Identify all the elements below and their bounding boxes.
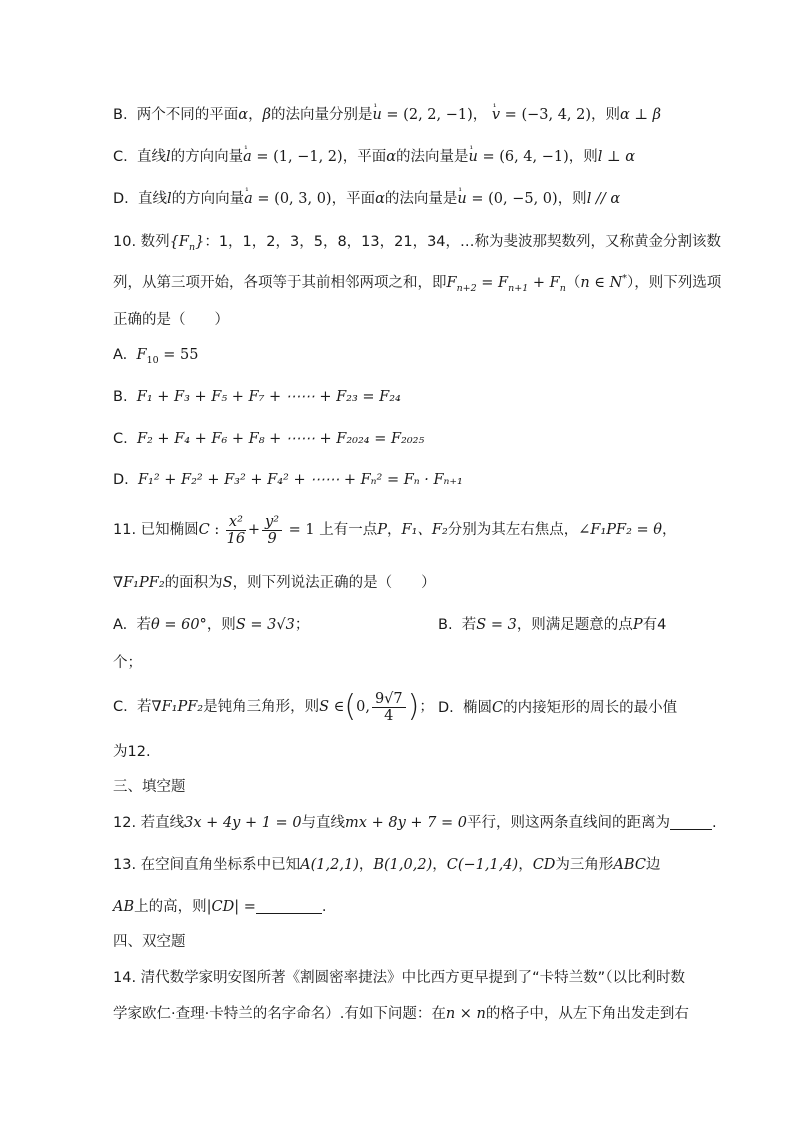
- section-heading-fill-in: 三、填空题: [113, 779, 186, 795]
- q10-stem-line3: 正确的是（ ）: [113, 312, 229, 328]
- fraction-x2-16: $\frac{\text{x²}}{16}$: [226, 513, 246, 547]
- answer-blank[interactable]: [670, 828, 712, 830]
- q9-option-d: D. 直线l的方向向量¹ a = (0, 3, 0)，平面α的法向量是¹ u = (0, −5, 0)，则l // α: [113, 189, 620, 209]
- q11-stem-line2: ∇F₁PF₂的面积为S，则下列说法正确的是（ ）: [113, 575, 436, 591]
- q10-option-d: D. F₁² + F₂² + F₃² + F₄² + ⋯⋯ + Fₙ² = Fₙ · Fₙ₊₁: [113, 472, 463, 488]
- q9-option-c: C. 直线l的方向向量¹ a = (1, −1, 2)，平面α的法向量是¹ u = (6, 4, −1)，则l ⊥ α: [113, 147, 635, 167]
- answer-blank[interactable]: [256, 912, 322, 914]
- open-paren: (: [344, 689, 357, 724]
- q10-stem-line1: 10. 数列$\{F_n\}$：1，1，2，3，5，8，13，21，34，…称为斐波那契数列，又称黄金分割该数: [113, 234, 722, 253]
- section-heading-double-blank: 四、双空题: [113, 934, 186, 950]
- q11-option-c: C. 若∇F₁PF₂是钝角三角形，则S ∈(0, $\frac{9√7}{4}$ )；: [113, 689, 434, 724]
- q11-option-d: D. 椭圆C的内接矩形的周长的最小值: [438, 700, 678, 716]
- q11-option-d-wrap: 为12.: [113, 744, 151, 760]
- fraction-9root7-4: $\frac{9√7}{4}$: [372, 691, 406, 724]
- q10-option-b: B. F₁ + F₃ + F₅ + F₇ + ⋯⋯ + F₂₃ = F₂₄: [113, 389, 401, 405]
- q11-option-b: B. 若S = 3，则满足题意的点P有4: [438, 617, 667, 633]
- q10-option-a: A. $F_{10} = 55$: [113, 347, 199, 366]
- q9-option-b: B. 两个不同的平面α，β的法向量分别是¹ u = (2, 2, −1)， ¹ v = (−3, 4, 2)，则α ⊥ β: [113, 105, 661, 125]
- q14-line2: 学家欧仁·查理·卡特兰的名字命名）.有如下问题：在n × n的格子中，从左下角出发走到右: [113, 1006, 689, 1022]
- q13-line2: AB上的高，则|CD| = .: [113, 899, 327, 915]
- q13-line1: 13. 在空间直角坐标系中已知A(1,2,1)，B(1,0,2)，C(−1,1,4)，CD为三角形ABC边: [113, 857, 661, 873]
- q10-option-c: C. F₂ + F₄ + F₆ + F₈ + ⋯⋯ + F₂₀₂₄ = F₂₀₂₅: [113, 431, 425, 447]
- q14-line1: 14. 清代数学家明安图所著《割圆密率捷法》中比西方更早提到了“卡特兰数”（以比利时数: [113, 970, 685, 986]
- q10-stem-line2: 列，从第三项开始，各项等于其前相邻两项之和，即$F_{n+2} = F_{n+1} + F_n(n$ ∈ N*），则下列选项: [113, 273, 722, 294]
- close-paren: ): [407, 689, 420, 724]
- q11-option-b-wrap: 个；: [113, 655, 142, 671]
- q11-option-a: A. 若θ = 60°，则S = 3√3；: [113, 617, 310, 633]
- fraction-y2-9: $\frac{\text{y²}}{9}$: [262, 514, 282, 547]
- q11-stem-line1: 11. 已知椭圆C : $\frac{\text{x²}}{16}$ + $\frac{\text{y²}}{9}$ = 1 上有一点P，F₁、F₂分别为其左右焦点，∠F₁PF₂ = θ，: [113, 513, 677, 547]
- q12: 12. 若直线3x + 4y + 1 = 0与直线mx + 8y + 7 = 0平行，则这两条直线间的距离为 .: [113, 815, 717, 831]
